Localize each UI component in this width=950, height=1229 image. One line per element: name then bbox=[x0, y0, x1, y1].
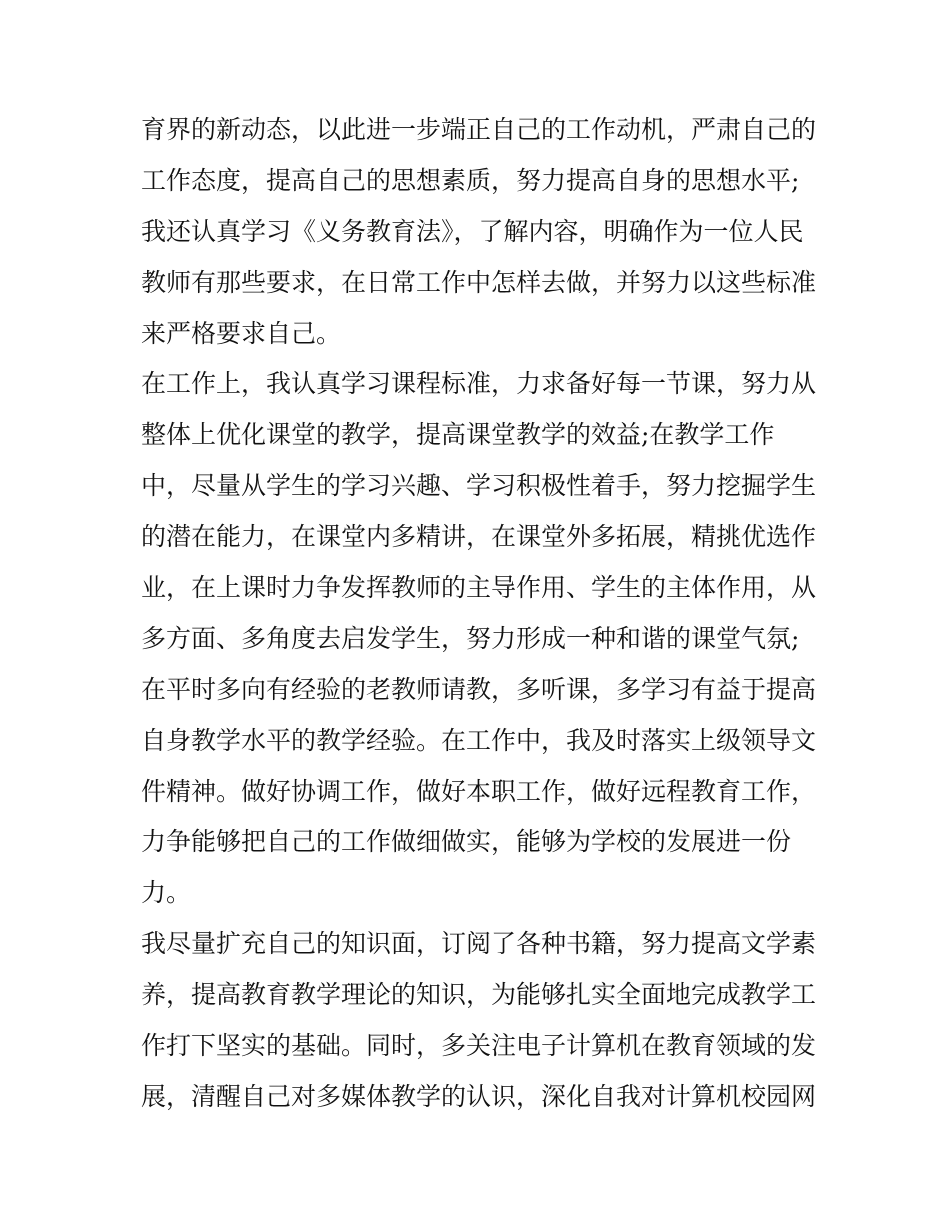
text-line: 力。 bbox=[141, 878, 192, 908]
text-line: 力争能够把自己的工作做细做实，能够为学校的发展进一份 bbox=[141, 827, 792, 857]
text-line: 业，在上课时力争发挥教师的主导作用、学生的主体作用，从 bbox=[141, 573, 817, 603]
text-line: 养，提高教育教学理论的知识，为能够扎实全面地完成教学工 bbox=[141, 980, 817, 1010]
text-line: 件精神。做好协调工作，做好本职工作，做好远程教育工作， bbox=[141, 776, 817, 806]
text-line: 来严格要求自己。 bbox=[141, 318, 342, 348]
text-line: 在平时多向有经验的老教师请教，多听课，多学习有益于提高 bbox=[141, 674, 817, 704]
text-line: 自身教学水平的教学经验。在工作中，我及时落实上级领导文 bbox=[141, 725, 817, 755]
text-line: 展，清醒自己对多媒体教学的认识，深化自我对计算机校园网 bbox=[141, 1081, 817, 1111]
text-line: 教师有那些要求，在日常工作中怎样去做，并努力以这些标准 bbox=[141, 267, 817, 297]
text-line: 中，尽量从学生的学习兴趣、学习积极性着手，努力挖掘学生 bbox=[141, 471, 817, 501]
text-line: 育界的新动态，以此进一步端正自己的工作动机，严肃自己的 bbox=[141, 115, 817, 144]
text-line: 工作态度，提高自己的思想素质，努力提高自身的思想水平; bbox=[141, 165, 800, 195]
body-text bbox=[141, 105, 821, 1123]
text-line: 我还认真学习《义务教育法》，了解内容，明确作为一位人民 bbox=[141, 216, 804, 246]
text-line: 多方面、多角度去启发学生，努力形成一种和谐的课堂气氛; bbox=[141, 623, 800, 653]
text-line: 在工作上，我认真学习课程标准，力求备好每一节课，努力从 bbox=[141, 369, 817, 399]
text-line: 作打下坚实的基础。同时，多关注电子计算机在教育领域的发 bbox=[141, 1031, 817, 1061]
text-line: 的潜在能力，在课堂内多精讲，在课堂外多拓展，精挑优选作 bbox=[141, 522, 817, 552]
text-line: 整体上优化课堂的教学，提高课堂教学的效益;在教学工作 bbox=[141, 420, 775, 450]
text-line: 我尽量扩充自己的知识面，订阅了各种书籍，努力提高文学素 bbox=[141, 929, 817, 959]
